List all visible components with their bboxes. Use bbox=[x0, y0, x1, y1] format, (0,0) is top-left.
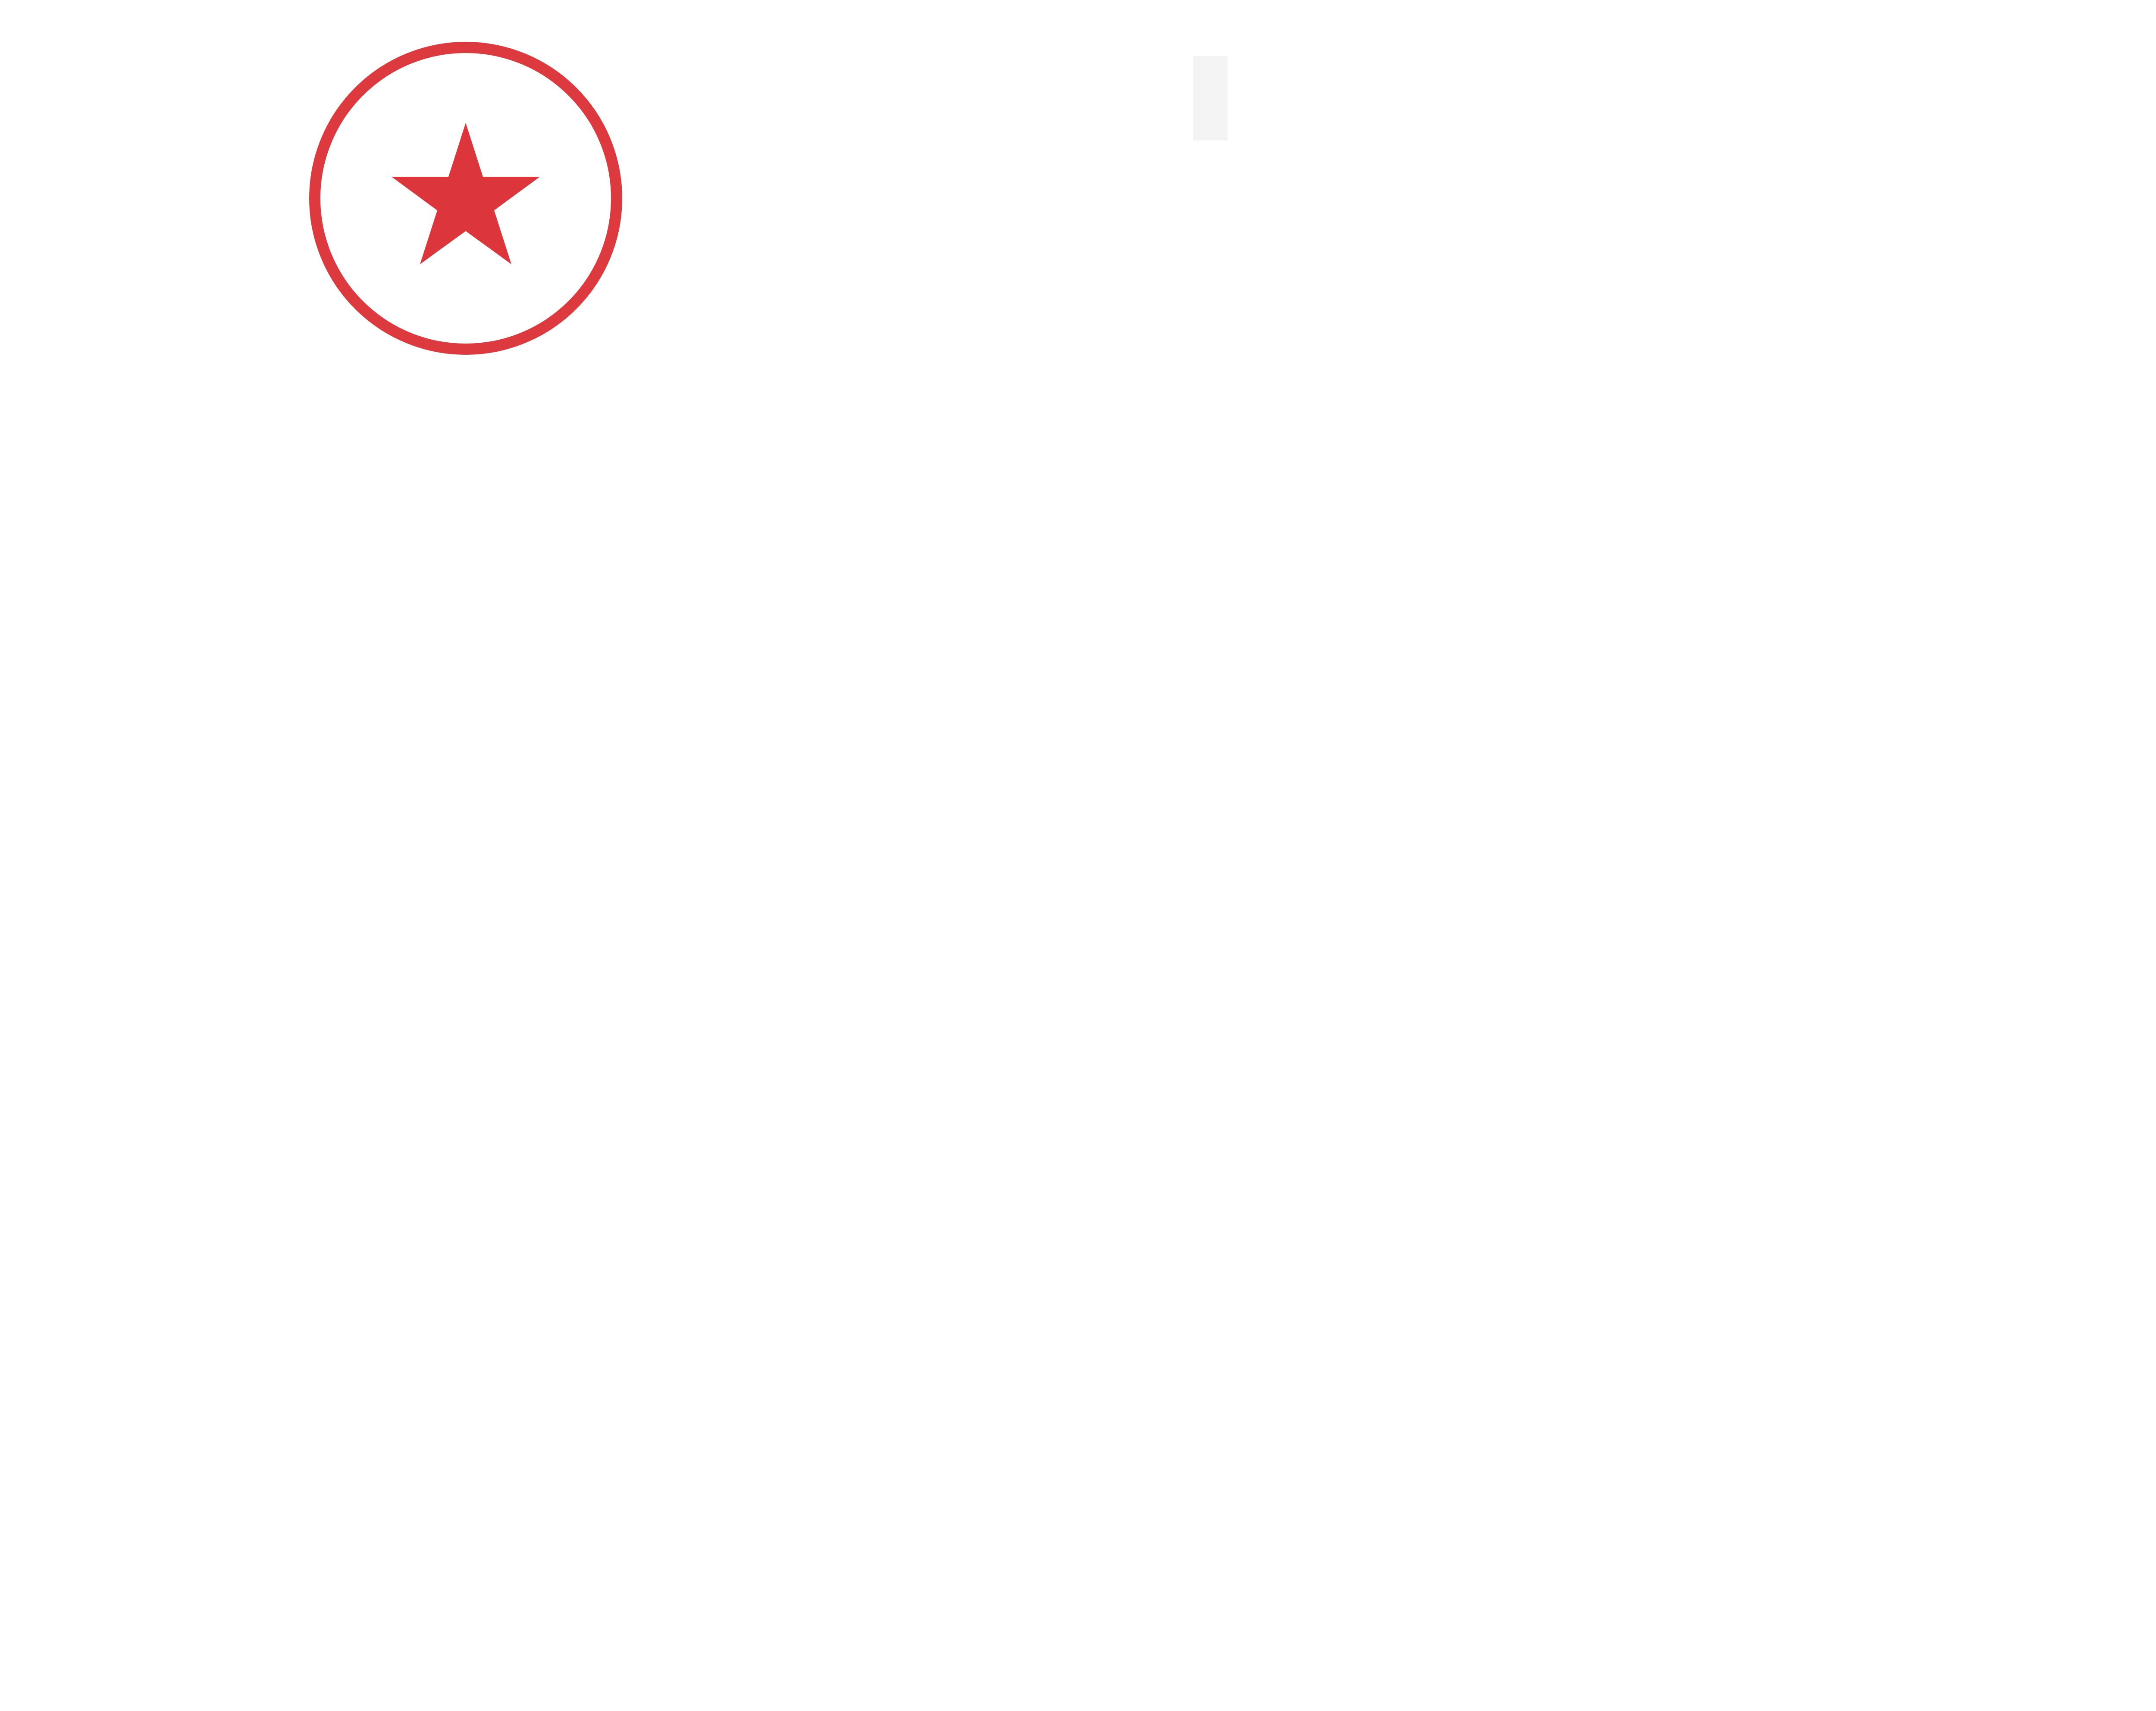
star-icon bbox=[392, 123, 540, 264]
official-seal bbox=[293, 30, 638, 366]
